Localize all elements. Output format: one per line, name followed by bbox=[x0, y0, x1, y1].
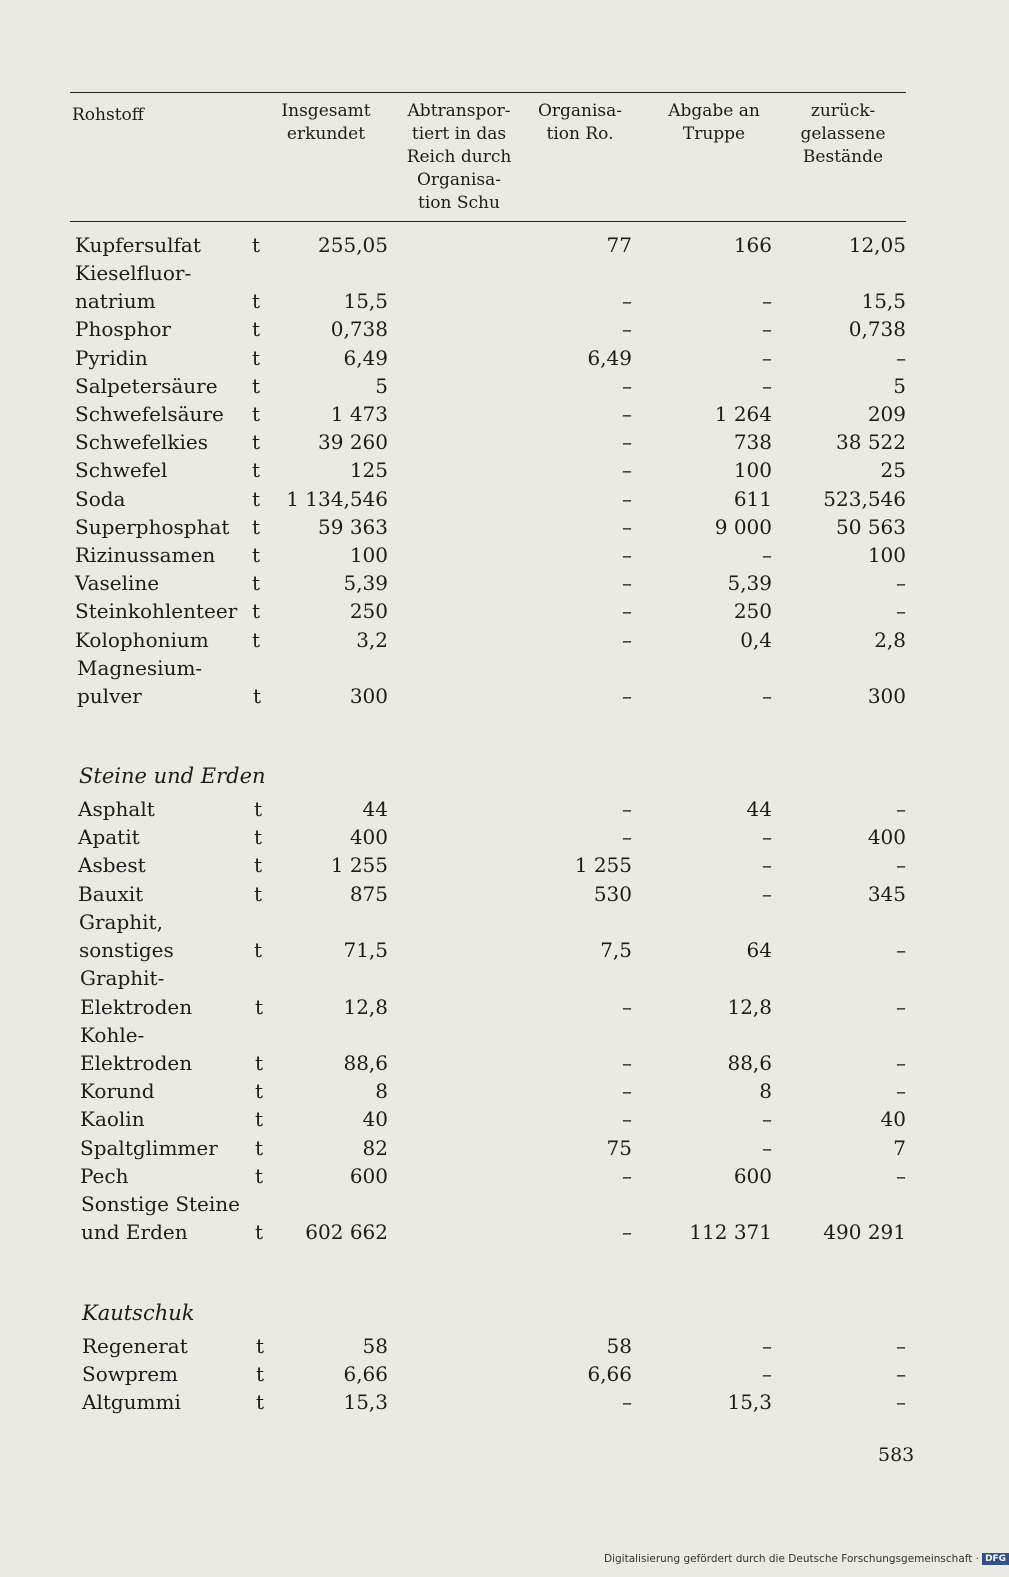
cell-zurueck: 0,738 bbox=[848, 317, 906, 341]
row-label: Superphosphat bbox=[75, 515, 230, 539]
cell-org-ro: – bbox=[622, 374, 632, 398]
cell-zurueck: – bbox=[896, 1164, 906, 1188]
header-org-ro-text: Organisa- tion Ro. bbox=[537, 101, 623, 144]
cell-zurueck: – bbox=[896, 346, 906, 370]
cell-zurueck: 12,05 bbox=[848, 233, 906, 257]
cell-abgabe: 611 bbox=[733, 487, 772, 511]
row-label: Rizinussamen bbox=[75, 543, 216, 567]
cell-abgabe: 1 264 bbox=[714, 402, 772, 426]
table-top-rule bbox=[70, 92, 906, 93]
cell-unit: t bbox=[256, 1362, 265, 1386]
cell-abgabe: – bbox=[762, 289, 772, 313]
cell-org-ro: – bbox=[622, 684, 632, 708]
cell-org-ro: – bbox=[622, 317, 632, 341]
header-abgabe bbox=[654, 100, 774, 146]
cell-zurueck: 345 bbox=[867, 882, 906, 906]
row-label: Apatit bbox=[78, 825, 140, 849]
cell-abgabe: – bbox=[762, 684, 772, 708]
cell-unit: t bbox=[252, 374, 261, 398]
row-label: Asphalt bbox=[78, 797, 155, 821]
section-title-steine: Steine und Erden bbox=[79, 764, 266, 788]
cell-org-ro: – bbox=[622, 515, 632, 539]
cell-org-ro: – bbox=[622, 487, 632, 511]
cell-org-ro: 530 bbox=[593, 882, 632, 906]
cell-unit: t bbox=[254, 882, 263, 906]
cell-abgabe: 0,4 bbox=[740, 628, 772, 652]
cell-insgesamt: 250 bbox=[349, 599, 388, 623]
cell-org-ro: – bbox=[622, 628, 632, 652]
cell-unit: t bbox=[255, 1107, 264, 1131]
cell-zurueck: – bbox=[896, 1051, 906, 1075]
row-label: und Erden bbox=[81, 1220, 188, 1244]
row-label: Soda bbox=[75, 487, 126, 511]
row-label: Kupfersulfat bbox=[75, 233, 201, 257]
cell-insgesamt: 71,5 bbox=[343, 938, 388, 962]
cell-abgabe: – bbox=[762, 1362, 772, 1386]
cell-abgabe: – bbox=[762, 346, 772, 370]
cell-insgesamt: 8 bbox=[375, 1079, 388, 1103]
cell-org-ro: – bbox=[622, 543, 632, 567]
cell-unit: t bbox=[255, 1079, 264, 1103]
cell-zurueck: – bbox=[896, 1334, 906, 1358]
cell-org-ro: 1 255 bbox=[574, 853, 632, 877]
cell-org-ro: – bbox=[622, 1164, 632, 1188]
cell-abgabe: – bbox=[762, 1107, 772, 1131]
cell-org-ro: – bbox=[622, 430, 632, 454]
header-zurueck bbox=[782, 100, 904, 169]
cell-zurueck: 40 bbox=[880, 1107, 906, 1131]
cell-insgesamt: 6,66 bbox=[343, 1362, 388, 1386]
cell-zurueck: – bbox=[896, 571, 906, 595]
cell-abgabe: 100 bbox=[733, 458, 772, 482]
cell-abgabe: – bbox=[762, 374, 772, 398]
row-label: Sowprem bbox=[82, 1362, 179, 1386]
cell-abgabe: 64 bbox=[746, 938, 772, 962]
row-label: Asbest bbox=[78, 853, 146, 877]
header-insgesamt bbox=[270, 100, 382, 146]
cell-org-ro: – bbox=[622, 599, 632, 623]
cell-zurueck: – bbox=[896, 853, 906, 877]
dfg-logo: DFG bbox=[982, 1553, 1009, 1565]
cell-zurueck: – bbox=[896, 995, 906, 1019]
header-rohstoff: Rohstoff bbox=[72, 105, 144, 125]
cell-insgesamt: 255,05 bbox=[318, 233, 388, 257]
cell-unit: t bbox=[252, 430, 261, 454]
cell-insgesamt: 5,39 bbox=[343, 571, 388, 595]
row-label: Schwefelkies bbox=[75, 430, 208, 454]
cell-insgesamt: 15,3 bbox=[343, 1390, 388, 1414]
cell-abgabe: – bbox=[762, 1334, 772, 1358]
row-label: Graphit- bbox=[80, 966, 165, 990]
cell-insgesamt: 1 255 bbox=[330, 853, 388, 877]
row-label: Kohle- bbox=[80, 1023, 145, 1047]
cell-zurueck: 38 522 bbox=[836, 430, 906, 454]
row-label: Altgummi bbox=[82, 1390, 181, 1414]
row-label: Regenerat bbox=[82, 1334, 188, 1358]
cell-org-ro: 58 bbox=[606, 1334, 632, 1358]
cell-org-ro: – bbox=[622, 1051, 632, 1075]
cell-zurueck: 490 291 bbox=[823, 1220, 906, 1244]
cell-unit: t bbox=[252, 543, 261, 567]
row-label: Sonstige Steine bbox=[81, 1192, 241, 1216]
cell-unit: t bbox=[252, 628, 261, 652]
table-header-rule bbox=[70, 221, 906, 222]
cell-org-ro: – bbox=[622, 402, 632, 426]
cell-insgesamt: 12,8 bbox=[343, 995, 388, 1019]
row-label: Bauxit bbox=[78, 882, 144, 906]
cell-insgesamt: 1 134,546 bbox=[286, 487, 388, 511]
row-label: pulver bbox=[77, 684, 142, 708]
cell-unit: t bbox=[252, 317, 261, 341]
cell-abgabe: – bbox=[762, 825, 772, 849]
cell-abgabe: 166 bbox=[733, 233, 772, 257]
cell-org-ro: – bbox=[622, 1107, 632, 1131]
row-label: Schwefel bbox=[75, 458, 168, 482]
cell-unit: t bbox=[252, 515, 261, 539]
cell-org-ro: – bbox=[622, 289, 632, 313]
cell-zurueck: – bbox=[896, 797, 906, 821]
cell-zurueck: – bbox=[896, 1390, 906, 1414]
cell-unit: t bbox=[252, 346, 261, 370]
row-label: Pyridin bbox=[75, 346, 148, 370]
cell-abgabe: 88,6 bbox=[727, 1051, 772, 1075]
cell-insgesamt: 400 bbox=[349, 825, 388, 849]
cell-org-ro: – bbox=[622, 825, 632, 849]
page-number: 583 bbox=[878, 1444, 915, 1466]
row-label: Phosphor bbox=[75, 317, 171, 341]
cell-insgesamt: 59 363 bbox=[318, 515, 388, 539]
cell-unit: t bbox=[252, 233, 261, 257]
cell-insgesamt: 39 260 bbox=[318, 430, 388, 454]
cell-insgesamt: 300 bbox=[349, 684, 388, 708]
cell-unit: t bbox=[254, 938, 263, 962]
row-label: Graphit, bbox=[79, 910, 163, 934]
row-label: Vaseline bbox=[75, 571, 160, 595]
cell-abgabe: 600 bbox=[733, 1164, 772, 1188]
cell-zurueck: 400 bbox=[867, 825, 906, 849]
cell-insgesamt: 600 bbox=[349, 1164, 388, 1188]
cell-unit: t bbox=[254, 797, 263, 821]
cell-zurueck: 15,5 bbox=[861, 289, 906, 313]
cell-org-ro: 77 bbox=[606, 233, 632, 257]
cell-unit: t bbox=[255, 1136, 264, 1160]
cell-unit: t bbox=[254, 853, 263, 877]
cell-unit: t bbox=[256, 1390, 265, 1414]
row-label: Salpetersäure bbox=[75, 374, 218, 398]
cell-org-ro: – bbox=[622, 1390, 632, 1414]
cell-unit: t bbox=[254, 825, 263, 849]
row-label: Kaolin bbox=[80, 1107, 145, 1131]
cell-org-ro: 75 bbox=[606, 1136, 632, 1160]
cell-zurueck: 25 bbox=[880, 458, 906, 482]
cell-abgabe: 12,8 bbox=[727, 995, 772, 1019]
cell-zurueck: 300 bbox=[867, 684, 906, 708]
cell-org-ro: – bbox=[622, 571, 632, 595]
cell-unit: t bbox=[255, 1220, 264, 1244]
cell-insgesamt: 15,5 bbox=[343, 289, 388, 313]
cell-abgabe: 5,39 bbox=[727, 571, 772, 595]
cell-insgesamt: 100 bbox=[349, 543, 388, 567]
row-label: Kolophonium bbox=[75, 628, 209, 652]
cell-abgabe: – bbox=[762, 1136, 772, 1160]
cell-org-ro: – bbox=[622, 995, 632, 1019]
cell-unit: t bbox=[252, 402, 261, 426]
cell-unit: t bbox=[252, 458, 261, 482]
cell-unit: t bbox=[252, 289, 261, 313]
row-label: Kieselfluor- bbox=[75, 261, 192, 285]
row-label: Schwefelsäure bbox=[75, 402, 224, 426]
header-insgesamt-text: Insgesamt erkundet bbox=[281, 101, 371, 144]
cell-org-ro: – bbox=[622, 797, 632, 821]
header-abtransport-text: Abtranspor- tiert in das Reich durch Organisa- tion Schu bbox=[406, 101, 512, 213]
cell-zurueck: 100 bbox=[867, 543, 906, 567]
section-title-kautschuk: Kautschuk bbox=[82, 1301, 195, 1325]
cell-insgesamt: 0,738 bbox=[330, 317, 388, 341]
cell-insgesamt: 88,6 bbox=[343, 1051, 388, 1075]
row-label: sonstiges bbox=[79, 938, 174, 962]
header-org-ro bbox=[528, 100, 632, 146]
row-label: Elektroden bbox=[80, 995, 193, 1019]
cell-abgabe: 738 bbox=[733, 430, 772, 454]
cell-abgabe: 15,3 bbox=[727, 1390, 772, 1414]
header-abtransport bbox=[395, 100, 523, 215]
cell-unit: t bbox=[255, 1051, 264, 1075]
cell-abgabe: 9 000 bbox=[714, 515, 772, 539]
cell-abgabe: – bbox=[762, 543, 772, 567]
cell-unit: t bbox=[252, 487, 261, 511]
row-label: Pech bbox=[80, 1164, 129, 1188]
cell-abgabe: 44 bbox=[746, 797, 772, 821]
cell-org-ro: – bbox=[622, 1220, 632, 1244]
cell-zurueck: – bbox=[896, 599, 906, 623]
cell-abgabe: 250 bbox=[733, 599, 772, 623]
cell-zurueck: – bbox=[896, 1362, 906, 1386]
footer-text: Digitalisierung gefördert durch die Deutsche Forschungsgemeinschaft · bbox=[604, 1553, 980, 1565]
cell-unit: t bbox=[252, 571, 261, 595]
cell-zurueck: 2,8 bbox=[874, 628, 906, 652]
row-label: Spaltglimmer bbox=[80, 1136, 218, 1160]
cell-insgesamt: 58 bbox=[362, 1334, 388, 1358]
cell-insgesamt: 875 bbox=[349, 882, 388, 906]
cell-zurueck: 50 563 bbox=[836, 515, 906, 539]
row-label: Elektroden bbox=[80, 1051, 193, 1075]
cell-org-ro: 7,5 bbox=[600, 938, 632, 962]
footer-credit bbox=[604, 1553, 1009, 1565]
cell-zurueck: 7 bbox=[893, 1136, 906, 1160]
cell-insgesamt: 5 bbox=[375, 374, 388, 398]
cell-org-ro: – bbox=[622, 458, 632, 482]
cell-unit: t bbox=[256, 1334, 265, 1358]
cell-abgabe: 112 371 bbox=[689, 1220, 772, 1244]
cell-insgesamt: 125 bbox=[349, 458, 388, 482]
header-zurueck-text: zurück- gelassene Bestände bbox=[800, 101, 886, 167]
cell-unit: t bbox=[253, 684, 262, 708]
cell-insgesamt: 40 bbox=[362, 1107, 388, 1131]
cell-abgabe: – bbox=[762, 853, 772, 877]
cell-unit: t bbox=[255, 995, 264, 1019]
cell-insgesamt: 44 bbox=[362, 797, 388, 821]
cell-unit: t bbox=[255, 1164, 264, 1188]
cell-insgesamt: 6,49 bbox=[343, 346, 388, 370]
cell-insgesamt: 3,2 bbox=[356, 628, 388, 652]
cell-zurueck: – bbox=[896, 938, 906, 962]
cell-insgesamt: 602 662 bbox=[305, 1220, 388, 1244]
cell-abgabe: – bbox=[762, 882, 772, 906]
cell-unit: t bbox=[252, 599, 261, 623]
header-abgabe-text: Abgabe an Truppe bbox=[668, 101, 760, 144]
cell-org-ro: 6,66 bbox=[587, 1362, 632, 1386]
row-label: Magnesium- bbox=[77, 656, 203, 680]
cell-zurueck: 209 bbox=[867, 402, 906, 426]
cell-abgabe: – bbox=[762, 317, 772, 341]
cell-insgesamt: 1 473 bbox=[330, 402, 388, 426]
cell-insgesamt: 82 bbox=[362, 1136, 388, 1160]
cell-org-ro: 6,49 bbox=[587, 346, 632, 370]
cell-zurueck: 523,546 bbox=[823, 487, 906, 511]
cell-zurueck: – bbox=[896, 1079, 906, 1103]
row-label: Steinkohlenteer bbox=[75, 599, 238, 623]
cell-abgabe: 8 bbox=[759, 1079, 772, 1103]
row-label: Korund bbox=[80, 1079, 155, 1103]
cell-org-ro: – bbox=[622, 1079, 632, 1103]
row-label: natrium bbox=[75, 289, 156, 313]
cell-zurueck: 5 bbox=[893, 374, 906, 398]
